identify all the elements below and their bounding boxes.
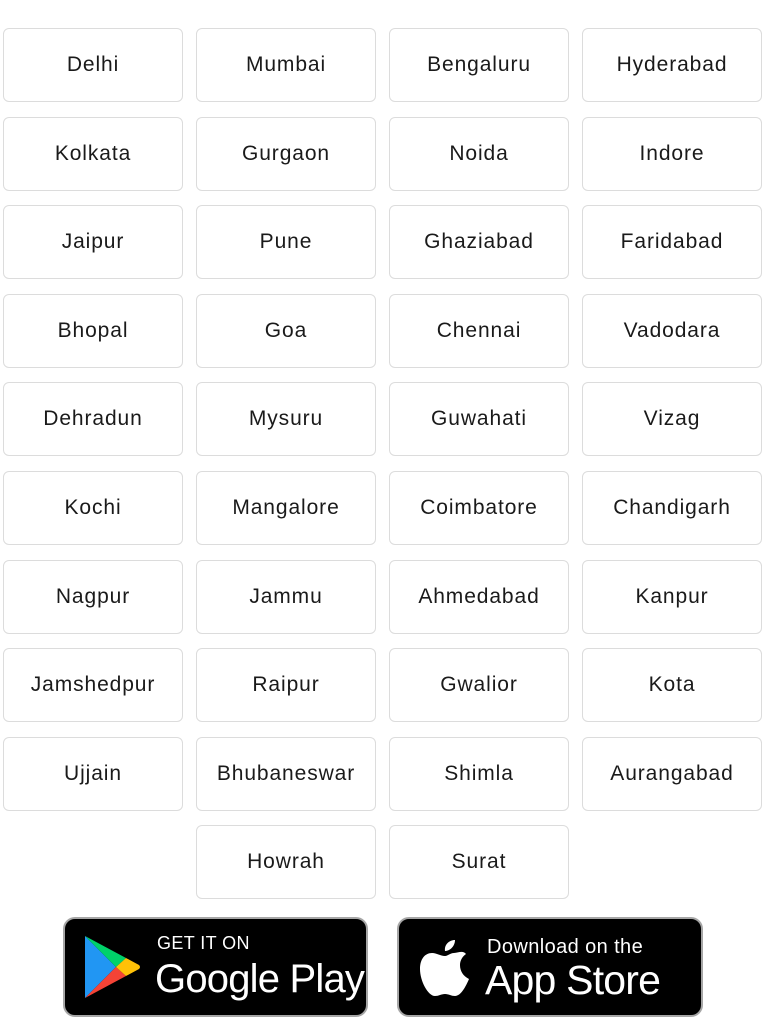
- apple-icon: [419, 936, 471, 998]
- city-tile-bhopal[interactable]: [3, 294, 183, 368]
- city-label: Surat: [451, 850, 507, 874]
- city-label: Vizag: [643, 407, 701, 431]
- city-label: Bhubaneswar: [216, 761, 356, 785]
- city-tile-shimla[interactable]: [389, 737, 569, 811]
- city-label: Indore: [639, 141, 705, 165]
- city-tile-ghaziabad[interactable]: [389, 205, 569, 279]
- city-tile-surat[interactable]: [389, 825, 569, 899]
- city-tile-kota[interactable]: [582, 648, 762, 722]
- city-label: Mumbai: [245, 53, 327, 76]
- city-tile-hyderabad[interactable]: [582, 28, 762, 102]
- city-tile-kolkata[interactable]: [3, 117, 183, 191]
- city-label: Ujjain: [64, 761, 122, 785]
- city-label: Hyderabad: [616, 53, 728, 76]
- city-label: Gwalior: [440, 673, 518, 697]
- city-label: Ahmedabad: [418, 584, 540, 608]
- city-label: Ghaziabad: [424, 230, 534, 254]
- city-label: Faridabad: [620, 230, 724, 254]
- city-grid: [3, 28, 763, 899]
- city-label: Kanpur: [635, 584, 709, 608]
- google-play-icon: [83, 934, 141, 1000]
- city-tile-faridabad[interactable]: [582, 205, 762, 279]
- city-tile-jammu[interactable]: [196, 560, 376, 634]
- app-store-badge[interactable]: [397, 917, 703, 1017]
- city-label: Dehradun: [43, 407, 143, 431]
- city-label: Coimbatore: [420, 495, 538, 519]
- app-store-small-text: Download on the: [487, 936, 644, 958]
- city-tile-indore[interactable]: [582, 117, 762, 191]
- app-store-badges: [63, 917, 703, 1017]
- city-tile-vizag[interactable]: [582, 382, 762, 456]
- city-tile-chandigarh[interactable]: [582, 471, 762, 545]
- city-tile-ujjain[interactable]: [3, 737, 183, 811]
- city-label: Chennai: [436, 318, 522, 342]
- city-tile-coimbatore[interactable]: [389, 471, 569, 545]
- google-play-big-text: Google Play: [155, 957, 365, 1001]
- city-tile-kanpur[interactable]: [582, 560, 762, 634]
- city-tile-chennai[interactable]: [389, 294, 569, 368]
- city-label: Vadodara: [623, 318, 721, 342]
- city-label: Aurangabad: [610, 761, 734, 785]
- city-label: Bengaluru: [427, 53, 531, 76]
- city-tile-gurgaon[interactable]: [196, 117, 376, 191]
- city-label: Guwahati: [431, 407, 527, 431]
- city-label: Jammu: [249, 584, 323, 608]
- city-tile-jamshedpur[interactable]: [3, 648, 183, 722]
- city-tile-dehradun[interactable]: [3, 382, 183, 456]
- city-tile-goa[interactable]: [196, 294, 376, 368]
- city-label: Noida: [449, 141, 509, 165]
- city-label: Goa: [264, 318, 308, 342]
- city-label: Jaipur: [61, 230, 125, 254]
- city-label: Nagpur: [55, 584, 131, 608]
- city-label: Kota: [648, 673, 696, 697]
- city-tile-jaipur[interactable]: [3, 205, 183, 279]
- city-tile-nagpur[interactable]: [3, 560, 183, 634]
- google-play-small-text: GET IT ON: [157, 933, 250, 953]
- city-tile-kochi[interactable]: [3, 471, 183, 545]
- city-label: Pune: [259, 230, 313, 254]
- city-label: Bhopal: [57, 318, 129, 342]
- city-tile-delhi[interactable]: [3, 28, 183, 102]
- city-tile-mysuru[interactable]: [196, 382, 376, 456]
- city-label: Howrah: [247, 850, 325, 874]
- city-label: Kolkata: [54, 141, 132, 165]
- city-label: Mysuru: [248, 407, 324, 431]
- city-label: Kochi: [64, 495, 122, 519]
- city-tile-ahmedabad[interactable]: [389, 560, 569, 634]
- city-label: Chandigarh: [613, 495, 731, 519]
- city-tile-vadodara[interactable]: [582, 294, 762, 368]
- google-play-badge[interactable]: [63, 917, 368, 1017]
- city-tile-bhubaneswar[interactable]: [196, 737, 376, 811]
- city-tile-mumbai[interactable]: [196, 28, 376, 102]
- city-tile-howrah[interactable]: [196, 825, 376, 899]
- city-tile-mangalore[interactable]: [196, 471, 376, 545]
- city-tile-bengaluru[interactable]: [389, 28, 569, 102]
- city-tile-pune[interactable]: [196, 205, 376, 279]
- city-tile-aurangabad[interactable]: [582, 737, 762, 811]
- city-label: Mangalore: [232, 495, 340, 519]
- city-tile-raipur[interactable]: [196, 648, 376, 722]
- city-tile-guwahati[interactable]: [389, 382, 569, 456]
- city-tile-gwalior[interactable]: [389, 648, 569, 722]
- city-label: Jamshedpur: [30, 673, 156, 697]
- city-label: Shimla: [444, 761, 514, 785]
- app-store-big-text: App Store: [485, 957, 661, 1003]
- city-label: Delhi: [66, 53, 120, 76]
- city-label: Gurgaon: [241, 141, 331, 165]
- city-label: Raipur: [252, 673, 320, 697]
- city-tile-noida[interactable]: [389, 117, 569, 191]
